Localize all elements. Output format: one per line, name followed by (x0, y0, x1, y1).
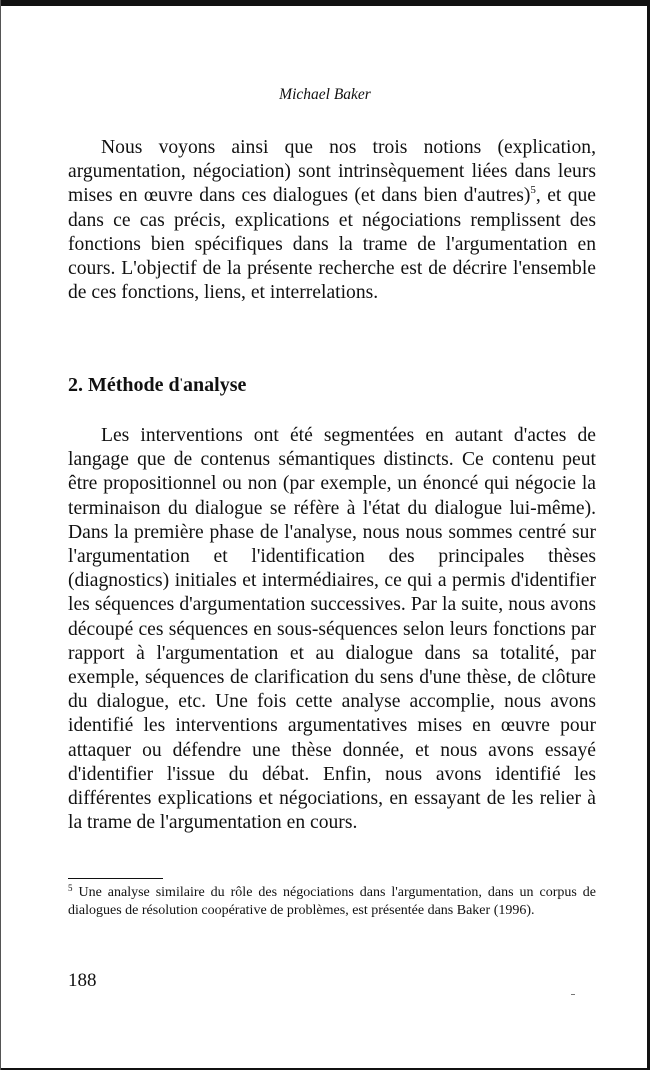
paragraph-intro (68, 136, 596, 305)
section-heading-end: analyse (183, 374, 247, 396)
section-heading-apostrophe: ' (179, 375, 184, 389)
scan-border-left (0, 0, 1, 1070)
paragraph-method: Les interventions ont été segmentées en autant d'actes de langage que de contenus sémantiques distincts. Ce contenu peut être propositionnel ou non (par exemple, un énoncé qui négocie la terminaison du dialogue se réfère à l'état du dialogue lui-même). Dans la première phase de l'analyse, nous nous sommes centré sur l'argumentation et l'identification des principales thèses (diagnostics) initiales et intermédiaires, ce qui a permis d'identifier les séquences d'argumentation successives. Par la suite, nous avons découpé ces séquences en sous-séquences selon leurs fonctions par rapport à l'argumentation et au dialogue dans sa totalité, par exemple, séquences de clarification du sens d'une thèse, de clôture du dialogue, etc. Une fois cette analyse accomplie, nous avons identifié les interventions argumentatives mises en œuvre pour attaquer ou défendre une thèse donnée, et nous avons essayé d'identifier l'issue du débat. Enfin, nous avons identifié les différentes explications et négociations, en essayant de les relier à la trame de l'argumentation en cours. (68, 425, 596, 834)
scan-border-top (0, 0, 650, 6)
section-heading (68, 374, 246, 397)
section-heading-start: 2. Méthode d (68, 374, 180, 396)
scan-speck (571, 994, 575, 995)
footnote (68, 884, 596, 920)
paragraph-intro-text-end: , et que dans ce cas précis, explications et négociations remplissent des fonctions bien spécifiques dans la trame de l'argumentation en cours. L'objectif de la présente recherche est de décrire l'ensemble de ces fonctions, liens, et interrelations. (68, 185, 596, 304)
paragraph-intro-text-start: Nous voyons ainsi que nos trois notions (explication, argumentation, négociation) sont intrinsèquement liées dans leurs mises en œuvre dans ces dialogues (et dans bien d'autres) (68, 137, 596, 207)
running-head: Michael Baker (279, 86, 371, 103)
footnote-text: Une analyse similaire du rôle des négociations dans l'argumentation, dans un corpus de dialogues de résolution coopérative de problèmes, est présentée dans Baker (1996). (68, 885, 596, 918)
page-number: 188 (68, 970, 97, 991)
footnote-separator (68, 878, 163, 879)
footnote-number: 5 (68, 883, 73, 893)
footnote-reference[interactable]: 5 (530, 184, 536, 197)
